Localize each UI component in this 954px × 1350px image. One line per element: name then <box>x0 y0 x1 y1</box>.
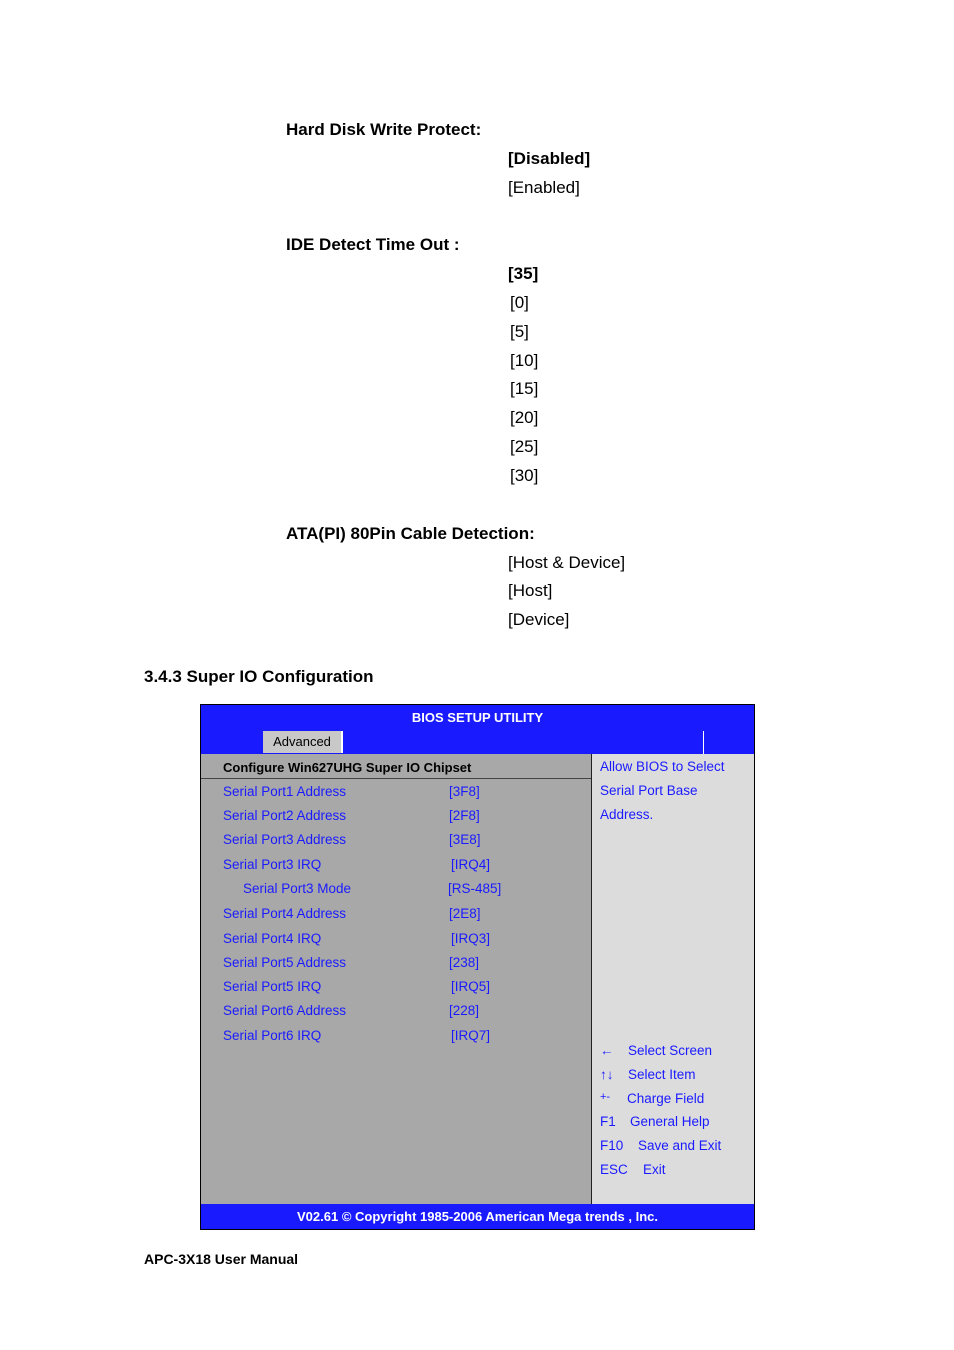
menu-value-serial-port6-irq[interactable]: [IRQ7] <box>451 1028 491 1043</box>
menu-item-serial-port6-address[interactable]: Serial Port6 Address <box>223 1003 347 1018</box>
key-desc-select-item: Select Item <box>628 1067 696 1082</box>
menu-item-serial-port6-irq[interactable]: Serial Port6 IRQ <box>223 1028 322 1043</box>
menu-value-serial-port4-address[interactable]: [2E8] <box>449 906 481 921</box>
option-value-25: [25] <box>510 437 539 456</box>
header-divider <box>201 778 591 779</box>
option-value-disabled: [Disabled] <box>508 149 591 168</box>
menu-item-serial-port5-irq[interactable]: Serial Port5 IRQ <box>223 979 322 994</box>
menu-item-serial-port4-address[interactable]: Serial Port4 Address <box>223 906 347 921</box>
menu-value-serial-port5-irq[interactable]: [IRQ5] <box>451 979 491 994</box>
key-esc: ESC <box>600 1162 628 1177</box>
key-plus-minus: +- <box>600 1091 611 1103</box>
option-value-0: [0] <box>510 293 529 312</box>
option-value-5: [5] <box>510 322 529 341</box>
menu-value-serial-port3-address[interactable]: [3E8] <box>449 832 481 847</box>
menu-item-serial-port4-irq[interactable]: Serial Port4 IRQ <box>223 931 322 946</box>
menu-item-serial-port3-irq[interactable]: Serial Port3 IRQ <box>223 857 322 872</box>
menu-item-serial-port2-address[interactable]: Serial Port2 Address <box>223 808 347 823</box>
menu-value-serial-port3-irq[interactable]: [IRQ4] <box>451 857 491 872</box>
page-footer: APC-3X18 User Manual <box>144 1251 299 1267</box>
option-label-ide-detect-time-out: IDE Detect Time Out : <box>286 235 460 254</box>
tab-advanced[interactable]: Advanced <box>263 731 343 753</box>
menu-item-serial-port3-mode[interactable]: Serial Port3 Mode <box>243 881 352 896</box>
help-line-3: Address. <box>600 807 654 822</box>
option-value-enabled: [Enabled] <box>508 178 580 197</box>
option-value-host-device: [Host & Device] <box>508 553 626 572</box>
help-line-2: Serial Port Base <box>600 783 698 798</box>
option-value-device: [Device] <box>508 610 570 629</box>
option-label-ata-cable-detection: ATA(PI) 80Pin Cable Detection: <box>286 524 535 543</box>
key-desc-save-and-exit: Save and Exit <box>638 1138 722 1153</box>
section-title: 3.4.3 Super IO Configuration <box>144 667 374 686</box>
bios-help-panel <box>592 754 754 1204</box>
key-f1: F1 <box>600 1114 616 1129</box>
menu-item-serial-port3-address[interactable]: Serial Port3 Address <box>223 832 347 847</box>
key-desc-general-help: General Help <box>630 1114 710 1129</box>
option-value-30: [30] <box>510 466 539 485</box>
menu-item-serial-port1-address[interactable]: Serial Port1 Address <box>223 784 347 799</box>
tab-bar-divider <box>703 731 704 754</box>
menu-value-serial-port2-address[interactable]: [2F8] <box>449 808 480 823</box>
help-line-1: Allow BIOS to Select <box>600 759 725 774</box>
menu-value-serial-port3-mode[interactable]: [RS-485] <box>448 881 502 896</box>
menu-value-serial-port5-address[interactable]: [238] <box>449 955 480 970</box>
panel-header: Configure Win627UHG Super IO Chipset <box>223 760 472 775</box>
key-desc-exit: Exit <box>643 1162 666 1177</box>
option-value-35: [35] <box>508 264 539 283</box>
option-value-host: [Host] <box>508 581 553 600</box>
option-value-20: [20] <box>510 408 539 427</box>
menu-value-serial-port1-address[interactable]: [3F8] <box>449 784 480 799</box>
bios-setup-screen <box>200 704 755 1230</box>
bios-title: BIOS SETUP UTILITY <box>411 710 544 725</box>
option-value-15: [15] <box>510 379 539 398</box>
key-left-arrow-icon: ← <box>600 1043 614 1058</box>
key-desc-select-screen: Select Screen <box>628 1043 713 1058</box>
bios-main-panel <box>201 754 592 1204</box>
menu-value-serial-port6-address[interactable]: [228] <box>449 1003 480 1018</box>
option-value-10: [10] <box>510 351 539 370</box>
menu-value-serial-port4-irq[interactable]: [IRQ3] <box>451 931 491 946</box>
key-desc-charge-field: Charge Field <box>627 1091 705 1106</box>
menu-item-serial-port5-address[interactable]: Serial Port5 Address <box>223 955 347 970</box>
bios-copyright: V02.61 © Copyright 1985-2006 American Mega trends , Inc. <box>297 1209 658 1224</box>
key-up-down-arrow-icon: ↑↓ <box>600 1067 614 1082</box>
option-label-hard-disk-write-protect: Hard Disk Write Protect: <box>286 120 482 139</box>
key-f10: F10 <box>600 1138 624 1153</box>
